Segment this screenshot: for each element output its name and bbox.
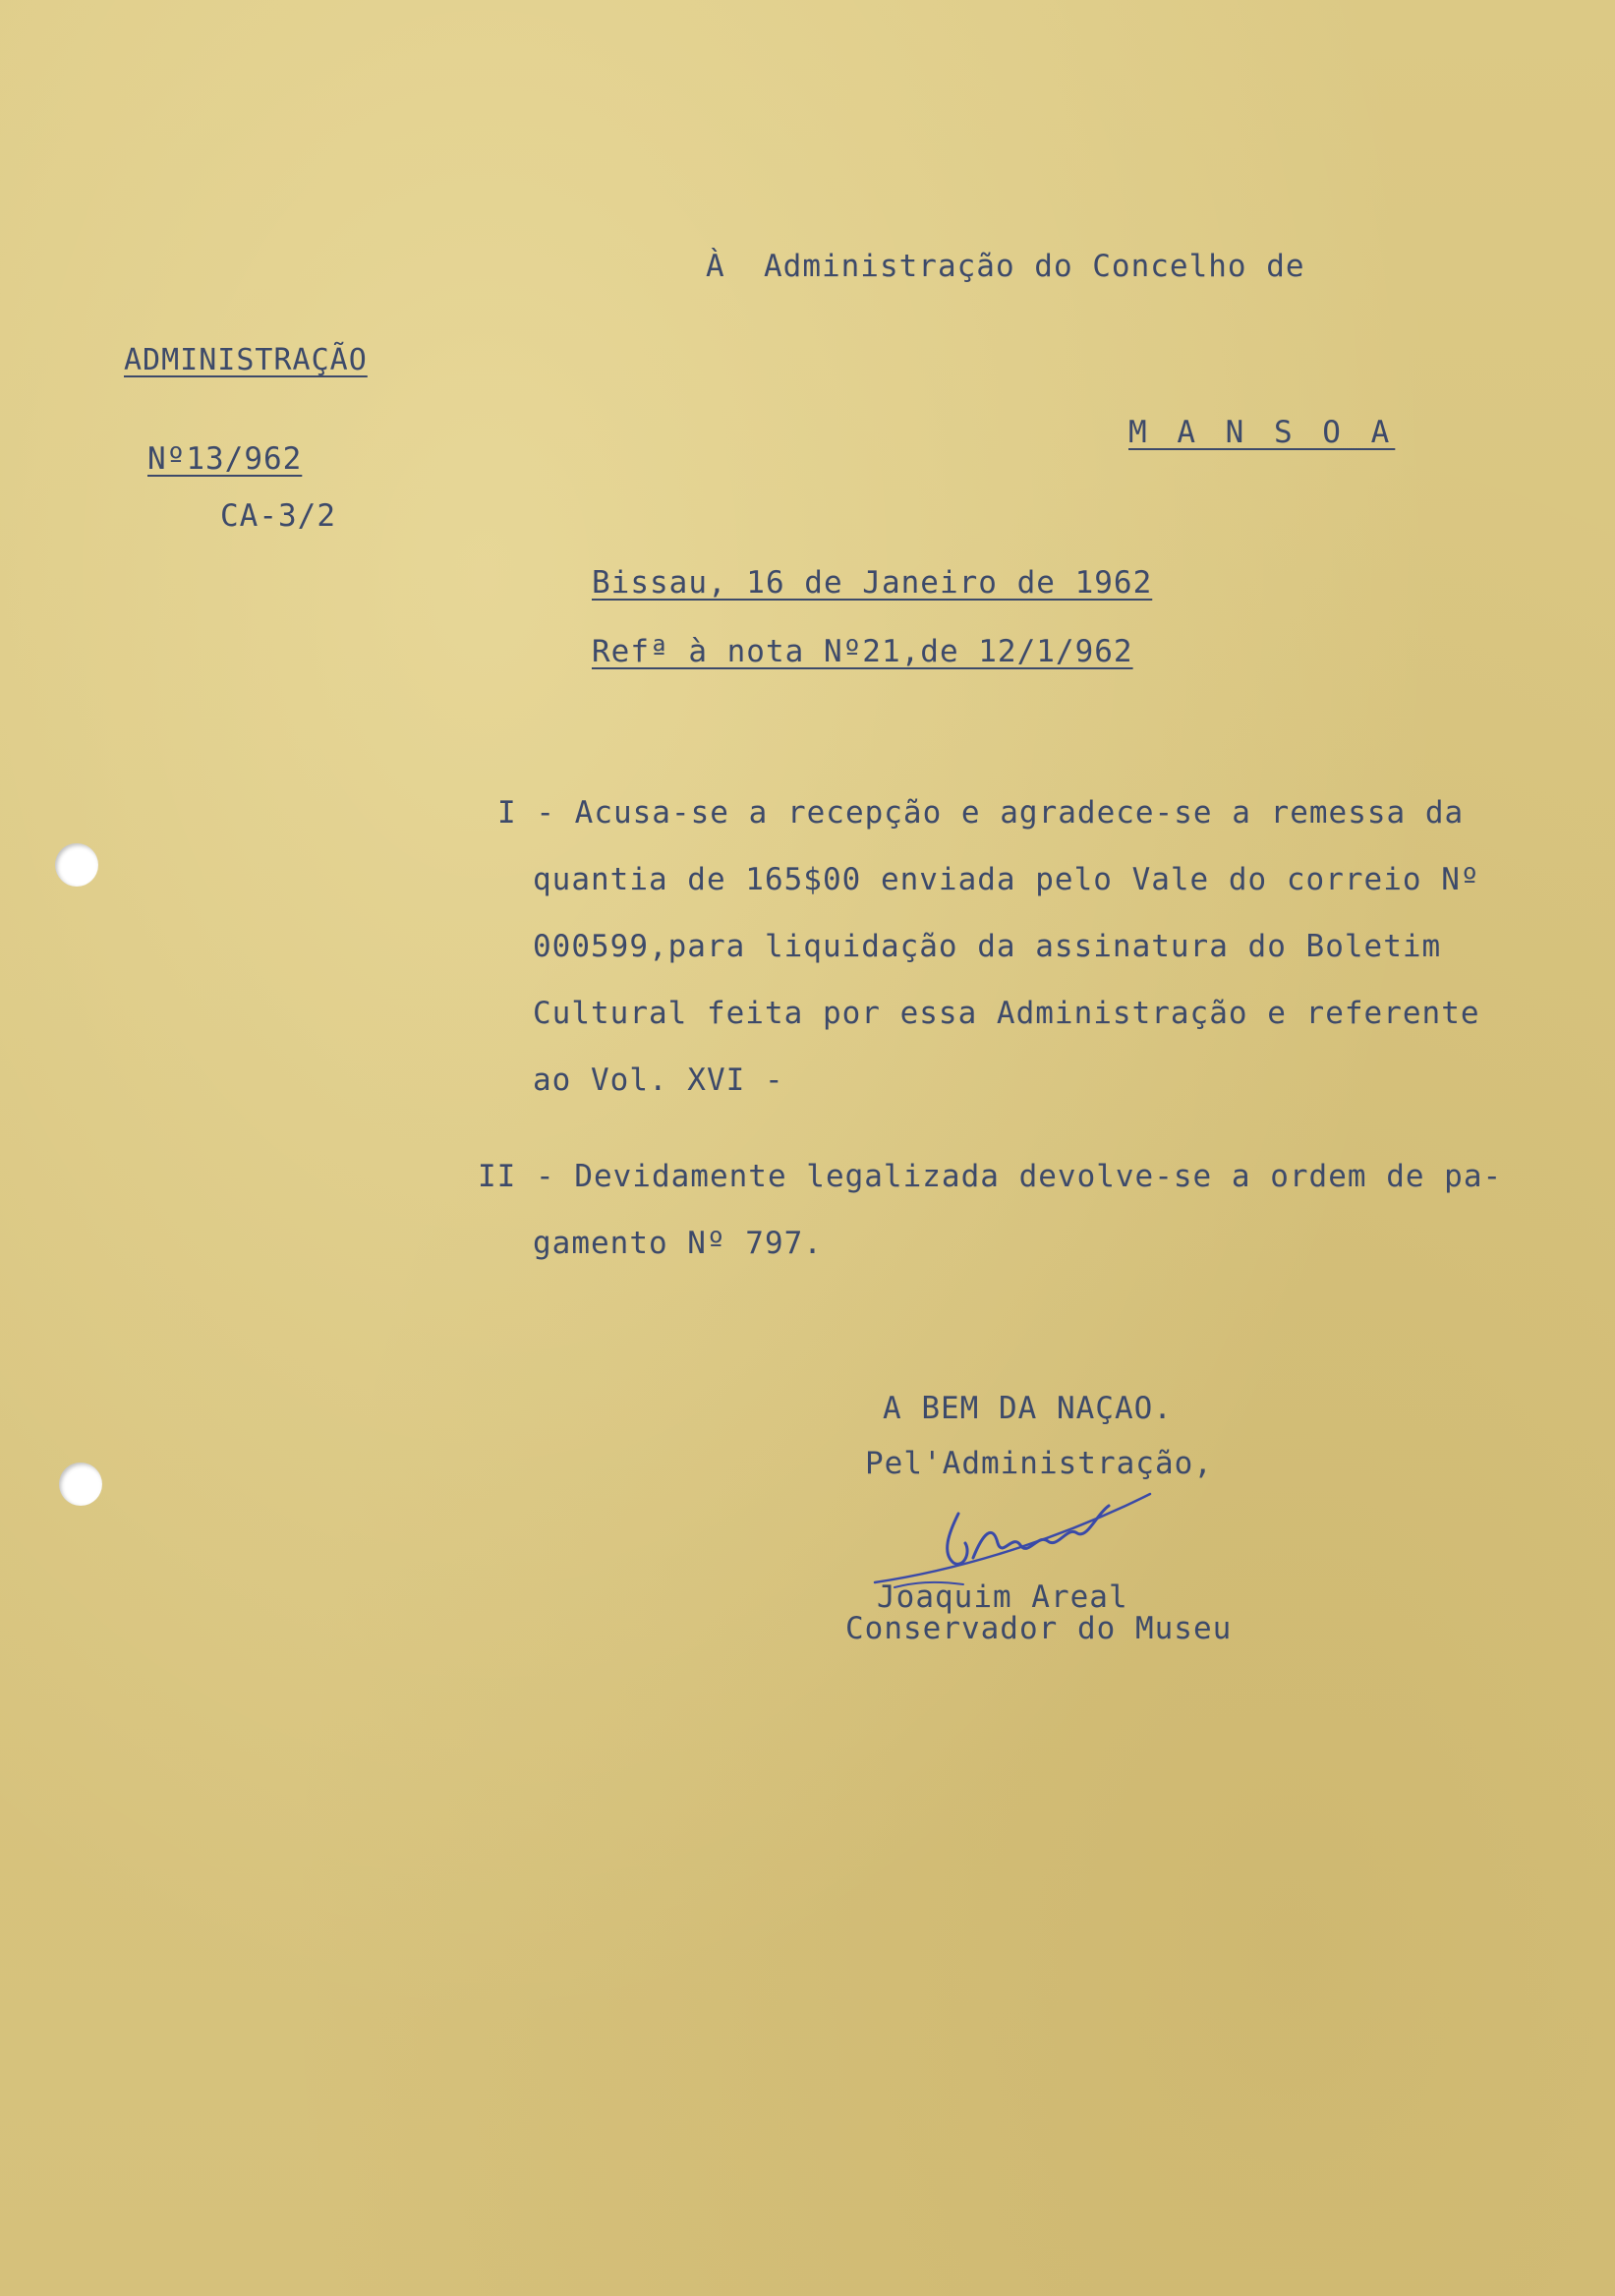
office-heading: ADMINISTRAÇÃO [124,343,368,377]
closing-by: Pel'Administração, [865,1446,1213,1481]
recipient-line: À Administração do Concelho de [706,249,1305,284]
para2-line1: II - Devidamente legalizada devolve-se a ordem de pa- [478,1159,1503,1194]
signer-title: Conservador do Museu [845,1611,1233,1646]
date-line: Bissau, 16 de Janeiro de 1962 [592,565,1153,601]
closing-salutation: A BEM DA NAÇAO. [883,1391,1173,1426]
office-code: CA-3/2 [220,498,336,534]
punch-hole-upper [55,843,98,887]
office-number: Nº13/962 [147,441,303,477]
punch-hole-lower [59,1463,102,1506]
reference-line: Refª à nota Nº21,de 12/1/962 [592,634,1133,669]
signer-name: Joaquim Areal [877,1579,1128,1615]
para2-line2: gamento Nº 797. [533,1226,823,1261]
para1-line5: ao Vol. XVI - [533,1062,784,1098]
para1-line3: 000599,para liquidação da assinatura do Boletim [533,929,1442,964]
recipient-place: M A N S O A [1128,415,1396,450]
para1-line1: I - Acusa-se a recepção e agradece-se a remessa da [497,795,1465,831]
para1-line4: Cultural feita por essa Administração e referente [533,996,1480,1031]
para1-line2: quantia de 165$00 enviada pelo Vale do correio Nº [533,862,1480,897]
